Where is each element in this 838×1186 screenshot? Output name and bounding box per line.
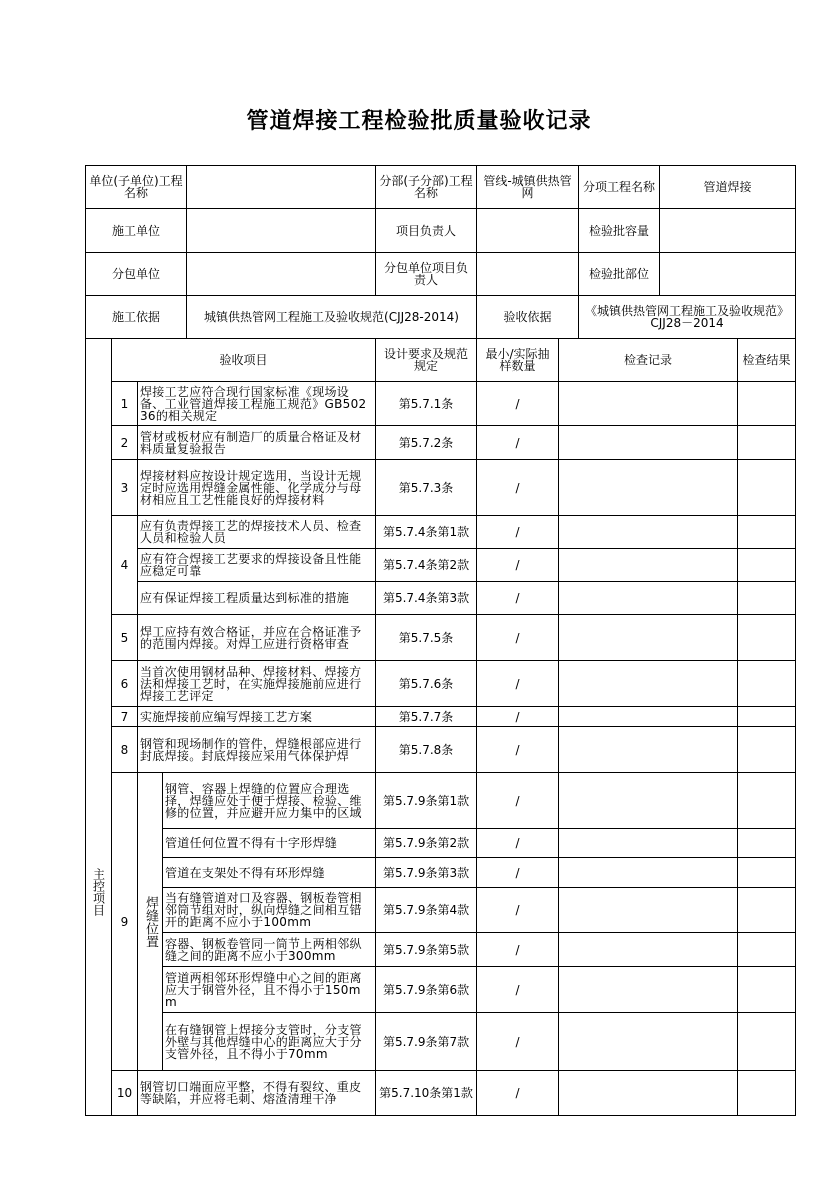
sample-count[interactable]: / [477,1071,559,1116]
spec-clause: 第5.7.4条第1款 [376,516,477,549]
check-record[interactable] [559,549,738,582]
item-description: 容器、钢板卷管同一筒节上两相邻纵缝之间的距离不应小于300mm [163,933,376,967]
item-description: 焊接工艺应符合现行国家标准《现场设备、工业管道焊接工程施工规范》GB50236的相关规定 [138,382,376,426]
check-result[interactable] [738,829,796,858]
item-number: 5 [112,615,138,661]
column-header-sample: 最小/实际抽样数量 [477,339,559,382]
sample-count[interactable]: / [477,773,559,829]
sample-count[interactable]: / [477,727,559,773]
inspection-table [85,338,796,1116]
check-record[interactable] [559,615,738,661]
accept-basis-value[interactable]: 《城镇供热管网工程施工及验收规范》CJJ28－2014 [579,296,796,339]
table-row [86,1013,796,1071]
item-number: 9 [112,773,138,1071]
spec-clause: 第5.7.4条第2款 [376,549,477,582]
sample-count[interactable]: / [477,933,559,967]
sample-count[interactable]: / [477,707,559,727]
accept-basis-label: 验收依据 [477,296,579,339]
check-record[interactable] [559,1013,738,1071]
basis-label: 施工依据 [86,296,187,339]
item-description: 钢管切口端面应平整，不得有裂纹、重皮等缺陷，并应将毛刺、熔渣清理干净 [138,1071,376,1116]
spec-clause: 第5.7.9条第2款 [376,829,477,858]
table-row [86,1071,796,1116]
sample-count[interactable]: / [477,382,559,426]
check-result[interactable] [738,460,796,516]
sample-count[interactable]: / [477,582,559,615]
check-record[interactable] [559,582,738,615]
spec-clause: 第5.7.3条 [376,460,477,516]
check-record[interactable] [559,707,738,727]
item-description: 钢管和现场制作的管件，焊缝根部应进行封底焊接。封底焊接应采用气体保护焊 [138,727,376,773]
check-result[interactable] [738,727,796,773]
table-row [86,829,796,858]
check-result[interactable] [738,549,796,582]
column-header-spec: 设计要求及规范规定 [376,339,477,382]
check-record[interactable] [559,1071,738,1116]
check-result[interactable] [738,773,796,829]
spec-clause: 第5.7.9条第6款 [376,967,477,1013]
item-description: 应有保证焊接工程质量达到标准的措施 [138,582,376,615]
check-result[interactable] [738,382,796,426]
check-record[interactable] [559,426,738,460]
spec-clause: 第5.7.8条 [376,727,477,773]
spec-clause: 第5.7.1条 [376,382,477,426]
table-row [86,773,796,829]
subcontractor-value[interactable] [187,253,376,296]
check-result[interactable] [738,1071,796,1116]
division-value[interactable]: 管线-城镇供热管网 [477,166,579,209]
item-description: 实施焊接前应编写焊接工艺方案 [138,707,376,727]
spec-clause: 第5.7.9条第5款 [376,933,477,967]
table-row [86,727,796,773]
spec-clause: 第5.7.9条第3款 [376,858,477,888]
sample-count[interactable]: / [477,615,559,661]
pm-label: 项目负责人 [376,209,477,253]
item-number: 8 [112,727,138,773]
item-description: 应有负责焊接工艺的焊接技术人员、检查人员和检验人员 [138,516,376,549]
check-result[interactable] [738,615,796,661]
spec-clause: 第5.7.2条 [376,426,477,460]
section-label-main-control: 主控项目 [86,339,112,1116]
sample-count[interactable]: / [477,1013,559,1071]
pm-value[interactable] [477,209,579,253]
check-result[interactable] [738,933,796,967]
table-row [86,582,796,615]
check-record[interactable] [559,382,738,426]
item-description: 在有缝钢管上焊接分支管时，分支管外壁与其他焊缝中心的距离应大于分支管外径，且不得小于70mm [163,1013,376,1071]
table-row [86,549,796,582]
check-record[interactable] [559,727,738,773]
unit-value[interactable] [187,166,376,209]
sample-count[interactable]: / [477,426,559,460]
sample-count[interactable]: / [477,967,559,1013]
check-record[interactable] [559,829,738,858]
spec-clause: 第5.7.10条第1款 [376,1071,477,1116]
sub-pm-label: 分包单位项目负责人 [376,253,477,296]
subcontractor-label: 分包单位 [86,253,187,296]
contractor-label: 施工单位 [86,209,187,253]
item-description: 当有缝管道对口及容器、钢板卷管相邻筒节组对时，纵向焊缝之间相互错开的距离不应小于100mm [163,888,376,933]
sample-count[interactable]: / [477,549,559,582]
spec-clause: 第5.7.9条第4款 [376,888,477,933]
item-number: 4 [112,516,138,615]
item-description: 管道两相邻环形焊缝中心之间的距离应大于钢管外径，且不得小于150mm [163,967,376,1013]
basis-value[interactable]: 城镇供热管网工程施工及验收规范(CJJ28-2014) [187,296,477,339]
check-record[interactable] [559,661,738,707]
spec-clause: 第5.7.6条 [376,661,477,707]
item-number: 10 [112,1071,138,1116]
check-record[interactable] [559,516,738,549]
table-row [86,967,796,1013]
item-description: 管道在支架处不得有环形焊缝 [163,858,376,888]
subitem-value[interactable]: 管道焊接 [660,166,796,209]
check-record[interactable] [559,773,738,829]
check-result[interactable] [738,582,796,615]
unit-label: 单位(子单位)工程名称 [86,166,187,209]
sample-count[interactable]: / [477,460,559,516]
item-number: 7 [112,707,138,727]
spec-clause: 第5.7.5条 [376,615,477,661]
table-row [86,661,796,707]
check-result[interactable] [738,707,796,727]
check-result[interactable] [738,516,796,549]
item-description: 钢管、容器上焊缝的位置应合理选择，焊缝应处于便于焊接、检验、维修的位置，并应避开应力集中的区域 [163,773,376,829]
item-number: 2 [112,426,138,460]
sub-pm-value[interactable] [477,253,579,296]
check-record[interactable] [559,858,738,888]
sample-count[interactable]: / [477,858,559,888]
subitem-label: 分项工程名称 [579,166,660,209]
spec-clause: 第5.7.9条第7款 [376,1013,477,1071]
capacity-label: 检验批容量 [579,209,660,253]
check-result[interactable] [738,888,796,933]
location-label: 检验批部位 [579,253,660,296]
spec-clause: 第5.7.4条第3款 [376,582,477,615]
spec-clause: 第5.7.7条 [376,707,477,727]
table-row [86,858,796,888]
check-result[interactable] [738,661,796,707]
table-row [86,707,796,727]
item-description: 应有符合焊接工艺要求的焊接设备且性能应稳定可靠 [138,549,376,582]
check-record[interactable] [559,888,738,933]
group-label-weld-position: 焊缝位置 [138,773,163,1071]
item-number: 6 [112,661,138,707]
table-row [86,516,796,549]
item-description: 焊工应持有效合格证，并应在合格证准予的范围内焊接。对焊工应进行资格审查 [138,615,376,661]
table-row [86,382,796,426]
item-description: 管道任何位置不得有十字形焊缝 [163,829,376,858]
page-title: 管道焊接工程检验批质量验收记录 [246,108,592,134]
table-row [86,888,796,933]
check-result[interactable] [738,858,796,888]
check-result[interactable] [738,426,796,460]
capacity-value[interactable] [660,209,796,253]
check-result[interactable] [738,1013,796,1071]
table-row [86,933,796,967]
check-record[interactable] [559,933,738,967]
check-record[interactable] [559,967,738,1013]
table-row [86,460,796,516]
sample-count[interactable]: / [477,829,559,858]
contractor-value[interactable] [187,209,376,253]
check-record[interactable] [559,460,738,516]
table-row [86,426,796,460]
table-row [86,615,796,661]
spec-clause: 第5.7.9条第1款 [376,773,477,829]
sample-count[interactable]: / [477,516,559,549]
header-table [85,165,796,339]
column-header-result: 检查结果 [738,339,796,382]
item-number: 1 [112,382,138,426]
division-label: 分部(子分部)工程名称 [376,166,477,209]
column-header-item: 验收项目 [112,339,376,382]
sample-count[interactable]: / [477,888,559,933]
item-description: 当首次使用钢材品种、焊接材料、焊接方法和焊接工艺时，在实施焊接施前应进行焊接工艺评定 [138,661,376,707]
sample-count[interactable]: / [477,661,559,707]
check-result[interactable] [738,967,796,1013]
column-header-record: 检查记录 [559,339,738,382]
location-value[interactable] [660,253,796,296]
item-description: 焊接材料应按设计规定选用，当设计无规定时应选用焊缝金属性能、化学成分与母材相应且工艺性能良好的焊接材料 [138,460,376,516]
item-description: 管材或板材应有制造厂的质量合格证及材料质量复验报告 [138,426,376,460]
item-number: 3 [112,460,138,516]
